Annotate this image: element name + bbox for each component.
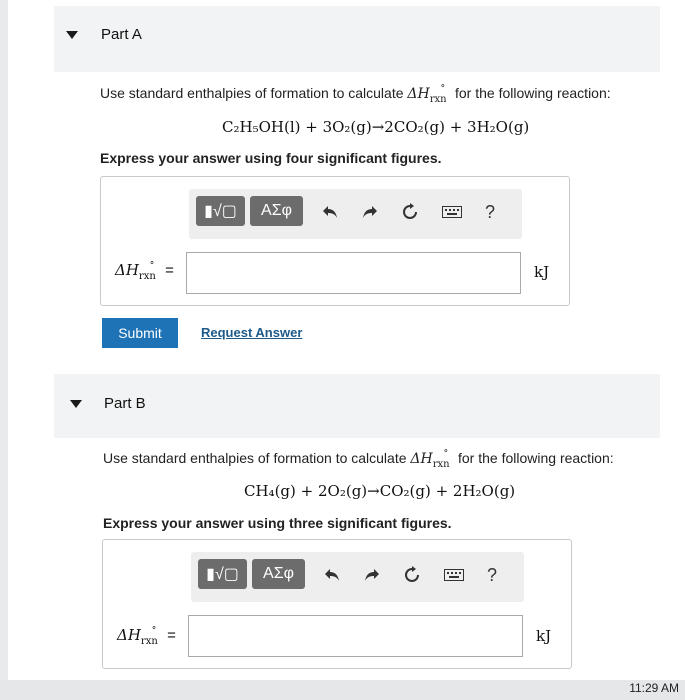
part-b-reset-icon[interactable] — [401, 564, 423, 586]
part-b-inline-delta-h: ΔH — [410, 451, 433, 467]
part-a-lhs-sup: ° — [149, 261, 155, 271]
part-b-instruction-prefix: Use standard enthalpies of formation to calculate — [103, 450, 407, 466]
part-a-delta-h — [407, 84, 451, 105]
part-a-inline-sup: ° — [440, 84, 446, 94]
part-a-unit: kJ — [534, 263, 550, 281]
part-a-collapse-icon[interactable] — [66, 31, 78, 39]
part-b-instruction — [103, 449, 614, 470]
part-b-keyboard-icon[interactable] — [443, 564, 465, 586]
part-b-lhs-sub: rxn — [140, 636, 158, 647]
submit-button[interactable]: Submit — [102, 318, 178, 348]
part-b-collapse-icon[interactable] — [70, 400, 82, 408]
part-a-sigfig-note: Express your answer using four significant figures. — [100, 150, 442, 166]
part-b-instruction-suffix: for the following reaction: — [458, 450, 614, 466]
part-b-template-label: ▮√▢ — [206, 566, 239, 583]
part-b-equals: = — [167, 627, 176, 644]
part-a-answer-box — [100, 176, 570, 306]
part-a-redo-icon[interactable] — [359, 201, 381, 223]
part-a-instruction-prefix: Use standard enthalpies of formation to calculate — [100, 85, 404, 101]
left-strip — [0, 0, 8, 700]
part-a-lhs-sub: rxn — [138, 271, 156, 282]
part-b-symbols-label: ΑΣφ — [263, 565, 294, 582]
part-b-unit: kJ — [536, 627, 552, 645]
part-b-answer-box — [102, 539, 572, 669]
part-a-reaction: C₂H₅OH(l) + 3O₂(g)→2CO₂(g) + 3H₂O(g) — [222, 118, 530, 136]
part-a-lhs-delta-h: ΔH — [115, 261, 139, 279]
part-a-answer-input[interactable] — [186, 252, 521, 294]
part-b-answer-input[interactable] — [188, 615, 523, 657]
part-b-inline-sub: rxn — [432, 459, 450, 470]
part-b-delta-h — [410, 449, 454, 470]
part-b-help-icon[interactable]: ? — [486, 564, 497, 585]
part-b-sigfig-note: Express your answer using three significant figures. — [103, 515, 452, 531]
part-a-template-button[interactable] — [196, 196, 245, 226]
part-a-reset-icon[interactable] — [399, 201, 421, 223]
part-a-instruction-suffix: for the following reaction: — [455, 85, 611, 101]
part-a-keyboard-icon[interactable] — [441, 201, 463, 223]
part-a-header[interactable] — [54, 6, 660, 72]
part-a-undo-icon[interactable] — [319, 201, 341, 223]
part-a-inline-sub: rxn — [429, 94, 447, 105]
part-a-help-icon[interactable]: ? — [484, 201, 495, 222]
part-a-title: Part A — [101, 26, 142, 43]
part-b-template-button[interactable] — [198, 559, 247, 589]
part-b-symbols-button[interactable] — [252, 559, 305, 589]
part-b-reaction: CH₄(g) + 2O₂(g)→CO₂(g) + 2H₂O(g) — [244, 482, 516, 500]
part-a-template-label: ▮√▢ — [204, 203, 237, 220]
request-answer-link[interactable]: Request Answer — [201, 325, 303, 340]
part-a-symbols-button[interactable] — [250, 196, 303, 226]
part-a-inline-delta-h: ΔH — [407, 86, 430, 102]
part-b-title: Part B — [104, 395, 146, 412]
taskbar-clock: 11:29 AM — [629, 681, 679, 695]
part-b-answer-label — [117, 626, 176, 647]
part-a-equals: = — [165, 262, 174, 279]
part-b-lhs-sup: ° — [151, 626, 157, 636]
part-a-toolbar — [189, 189, 522, 239]
part-b-redo-icon[interactable] — [361, 564, 383, 586]
part-b-undo-icon[interactable] — [321, 564, 343, 586]
part-b-toolbar — [191, 552, 524, 602]
part-a-symbols-label: ΑΣφ — [261, 202, 292, 219]
part-a-instruction — [100, 84, 611, 105]
taskbar — [0, 680, 685, 700]
part-b-inline-sup: ° — [443, 449, 449, 459]
part-b-lhs-delta-h: ΔH — [117, 626, 141, 644]
part-a-answer-label — [115, 261, 174, 282]
